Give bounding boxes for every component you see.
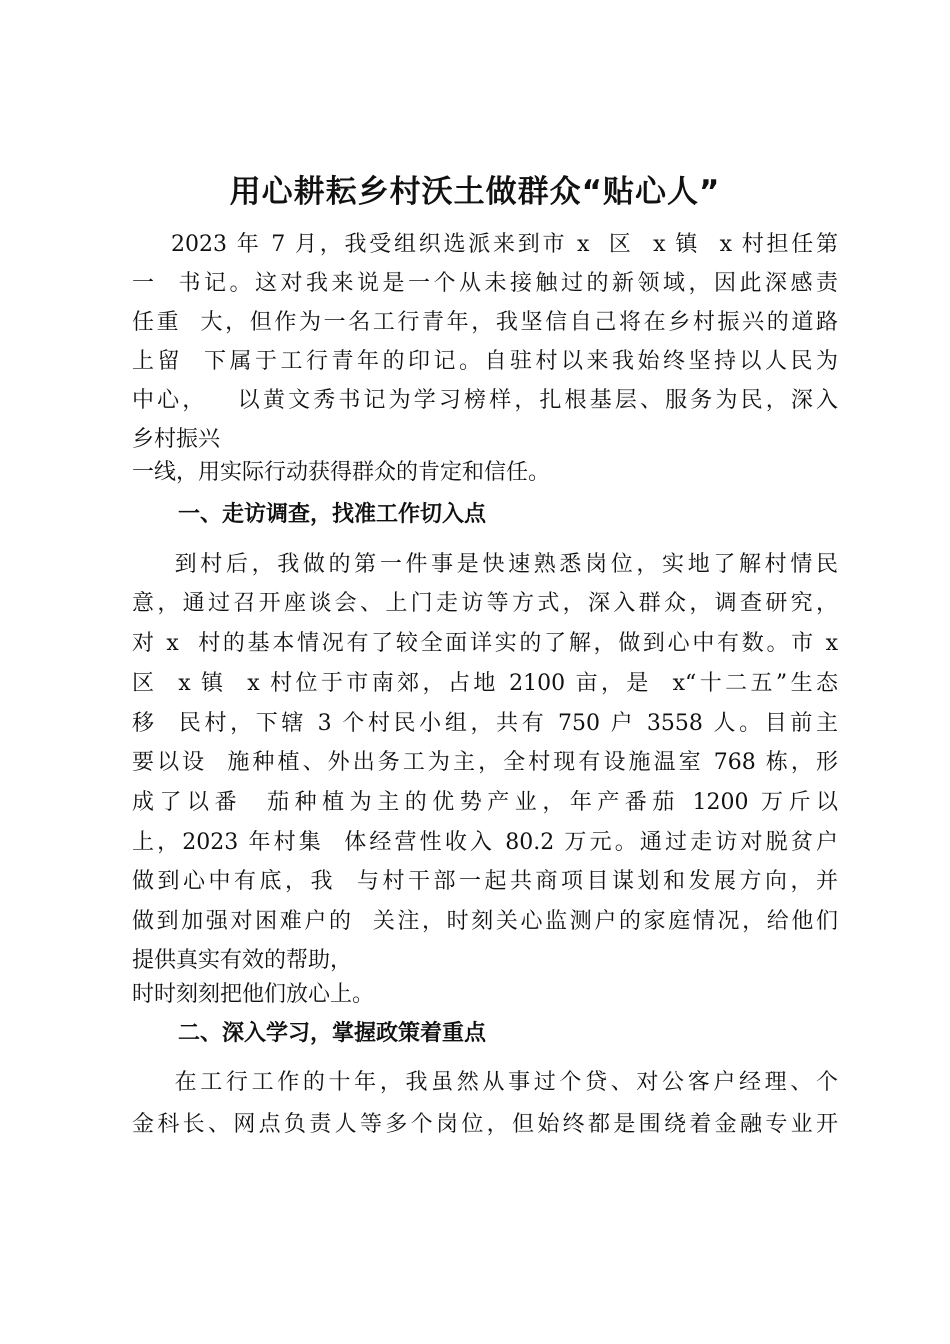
section1-line: 成了以番 茄种植为主的优势产业，年产番茄 1200 万斤以 <box>132 790 838 815</box>
section1-line: 时时刻刻把他们放心上。 <box>132 982 375 1007</box>
section2-line: 金科长、网点负责人等多个岗位，但始终都是围绕着金融专业开 <box>132 1112 838 1137</box>
section1-line: 上，2023 年村集 体经营性收入 80.2 万元。通过走访对脱贫户 <box>132 830 838 855</box>
section1-line: 做到加强对困难户的 关注，时刻关心监测户的家庭情况，给他们 <box>132 909 838 934</box>
section1-line: 对 x 村的基本情况有了较全面详实的了解，做到心中有数。市 x <box>132 631 838 656</box>
section1-line: 到村后，我做的第一件事是快速熟悉岗位，实地了解村情民 <box>132 552 838 577</box>
intro-line: 2023 年 7 月，我受组织选派来到市 x 区 x 镇 x 村担任第 <box>132 232 838 257</box>
section1-line: 做到心中有底，我 与村干部一起共商项目谋划和发展方向，并 <box>132 869 838 894</box>
section2-line: 在工行工作的十年，我虽然从事过个贷、对公客户经理、个 <box>132 1070 838 1095</box>
section-heading: 一、走访调查，找准工作切入点 <box>178 502 487 527</box>
intro-line: 任重 大，但作为一名工行青年，我坚信自己将在乡村振兴的道路 <box>132 310 838 335</box>
intro-line: 一线，用实际行动获得群众的肯定和信任。 <box>132 460 551 485</box>
section-heading: 二、深入学习，掌握政策着重点 <box>178 1021 487 1046</box>
section1-line: 意，通过召开座谈会、上门走访等方式，深入群众，调查研究， <box>132 591 838 616</box>
section1-line: 提供真实有效的帮助， <box>132 948 353 973</box>
section1-line: 要以设 施种植、外出务工为主，全村现有设施温室 768 栋，形 <box>132 750 838 775</box>
intro-line: 一 书记。这对我来说是一个从未接触过的新领域，因此深感责 <box>132 271 838 296</box>
intro-line: 中心， 以黄文秀书记为学习榜样，扎根基层、服务为民，深入 <box>132 388 838 413</box>
section1-line: 区 x 镇 x 村位于市南郊，占地 2100 亩，是 x“十二五”生态 <box>132 671 838 696</box>
document-title: 用心耕耘乡村沃土做群众“贴心人” <box>229 174 721 210</box>
section1-line: 移 民村，下辖 3 个村民小组，共有 750 户 3558 人。目前主 <box>132 711 838 736</box>
intro-line: 乡村振兴 <box>132 427 221 452</box>
intro-line: 上留 下属于工行青年的印记。自驻村以来我始终坚持以人民为 <box>132 349 838 374</box>
